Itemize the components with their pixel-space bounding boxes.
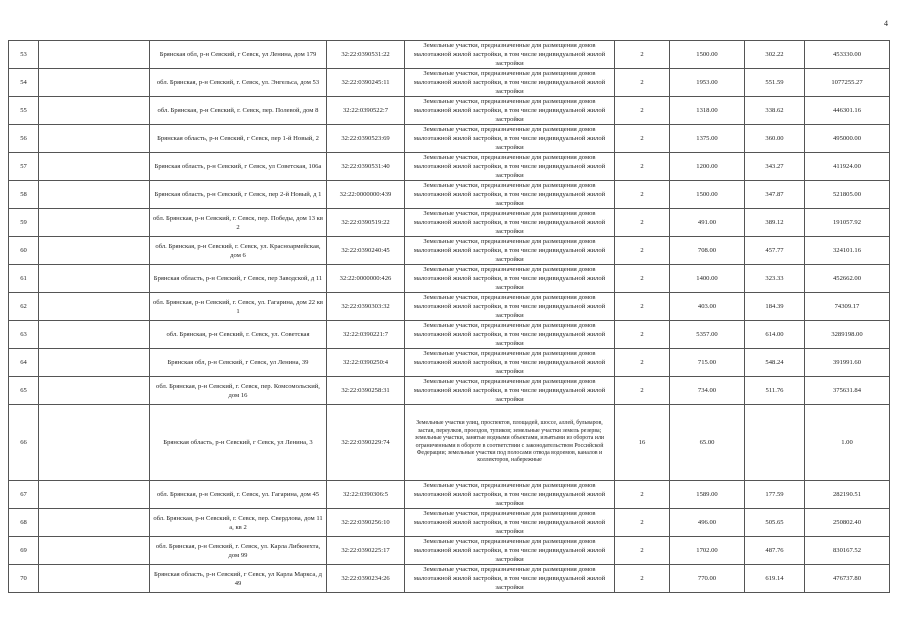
specific-value-cell: 343.27: [745, 153, 805, 181]
row-number-cell: 68: [9, 509, 39, 537]
table-row: [9, 349, 890, 377]
row-number-cell: 55: [9, 97, 39, 125]
row-number-cell: 70: [9, 565, 39, 593]
cadastral-value-cell: 495000.00: [805, 125, 890, 153]
cadastral-value-cell: 375631.84: [805, 377, 890, 405]
table-row: [9, 565, 890, 593]
address-cell: Брянская область, р-н Севский, г Севск, пер 2-й Новый, д 1: [150, 181, 327, 209]
table-body: [9, 41, 890, 593]
specific-value-cell: 487.76: [745, 537, 805, 565]
permitted-use-cell: Земельные участки, предназначенные для размещения домов малоэтажной жилой застройки, в том числе индивидуальной жилой застройки: [405, 265, 615, 293]
use-group-cell: 2: [615, 153, 670, 181]
empty-cell: [39, 349, 150, 377]
cadastral-number-cell: 32:22:0390523:69: [327, 125, 405, 153]
address-cell: Брянская область, р-н Севский, г Севск, ул Советская, 106а: [150, 153, 327, 181]
cadastral-value-cell: 3289198.00: [805, 321, 890, 349]
specific-value-cell: 511.76: [745, 377, 805, 405]
cadastral-value-cell: 1.00: [805, 405, 890, 481]
specific-value-cell: 360.00: [745, 125, 805, 153]
row-number-cell: 53: [9, 41, 39, 69]
permitted-use-cell: Земельные участки, предназначенные для размещения домов малоэтажной жилой застройки, в том числе индивидуальной жилой застройки: [405, 377, 615, 405]
permitted-use-cell: Земельные участки, предназначенные для размещения домов малоэтажной жилой застройки, в том числе индивидуальной жилой застройки: [405, 41, 615, 69]
table-row: [9, 153, 890, 181]
cadastral-value-cell: 476737.80: [805, 565, 890, 593]
cadastral-number-cell: 32:22:0390240:45: [327, 237, 405, 265]
cadastral-value-cell: 324101.16: [805, 237, 890, 265]
area-cell: 734.00: [670, 377, 745, 405]
area-cell: 1702.00: [670, 537, 745, 565]
use-group-cell: 2: [615, 481, 670, 509]
use-group-cell: 2: [615, 377, 670, 405]
specific-value-cell: 619.14: [745, 565, 805, 593]
use-group-cell: 2: [615, 97, 670, 125]
row-number-cell: 62: [9, 293, 39, 321]
address-cell: обл. Брянская, р-н Севский, г. Севск, ул. Красноармейская, дом 6: [150, 237, 327, 265]
use-group-cell: 2: [615, 181, 670, 209]
table-row: [9, 125, 890, 153]
cadastral-value-cell: 391991.60: [805, 349, 890, 377]
address-cell: обл. Брянская, р-н Севский, г. Севск, пер. Комсомольский, дом 16: [150, 377, 327, 405]
table-row: [9, 181, 890, 209]
permitted-use-cell: Земельные участки, предназначенные для размещения домов малоэтажной жилой застройки, в том числе индивидуальной жилой застройки: [405, 237, 615, 265]
empty-cell: [39, 209, 150, 237]
cadastral-number-cell: 32:22:0390245:11: [327, 69, 405, 97]
row-number-cell: 67: [9, 481, 39, 509]
address-cell: обл. Брянская, р-н Севский, г. Севск, ул. Гагарина, дом 22 кв 1: [150, 293, 327, 321]
empty-cell: [39, 41, 150, 69]
table-row: [9, 509, 890, 537]
cadastral-value-cell: 282190.51: [805, 481, 890, 509]
empty-cell: [39, 377, 150, 405]
area-cell: 1375.00: [670, 125, 745, 153]
specific-value-cell: 551.59: [745, 69, 805, 97]
cadastral-value-cell: 453330.00: [805, 41, 890, 69]
empty-cell: [39, 481, 150, 509]
empty-cell: [39, 265, 150, 293]
row-number-cell: 64: [9, 349, 39, 377]
empty-cell: [39, 405, 150, 481]
table-row: [9, 321, 890, 349]
address-cell: обл. Брянская, р-н Севский, г. Севск, ул. Гагарина, дом 45: [150, 481, 327, 509]
row-number-cell: 66: [9, 405, 39, 481]
cadastral-value-cell: 191057.92: [805, 209, 890, 237]
row-number-cell: 56: [9, 125, 39, 153]
area-cell: 1500.00: [670, 41, 745, 69]
area-cell: 491.00: [670, 209, 745, 237]
use-group-cell: 2: [615, 125, 670, 153]
empty-cell: [39, 537, 150, 565]
area-cell: 1318.00: [670, 97, 745, 125]
table-row: [9, 537, 890, 565]
area-cell: 5357.00: [670, 321, 745, 349]
table-row: [9, 209, 890, 237]
cadastral-number-cell: 32:22:0390531:40: [327, 153, 405, 181]
table-row: [9, 69, 890, 97]
address-cell: Брянская область, р-н Севский, г Севск, пер Заводской, д 11: [150, 265, 327, 293]
area-cell: 708.00: [670, 237, 745, 265]
use-group-cell: 2: [615, 537, 670, 565]
table-row: [9, 237, 890, 265]
cadastral-number-cell: 32:22:0390250:4: [327, 349, 405, 377]
cadastral-number-cell: 32:22:0390225:17: [327, 537, 405, 565]
permitted-use-cell: Земельные участки, предназначенные для размещения домов малоэтажной жилой застройки, в том числе индивидуальной жилой застройки: [405, 69, 615, 97]
cadastral-value-cell: 830167.52: [805, 537, 890, 565]
empty-cell: [39, 565, 150, 593]
row-number-cell: 59: [9, 209, 39, 237]
specific-value-cell: 323.33: [745, 265, 805, 293]
area-cell: 770.00: [670, 565, 745, 593]
row-number-cell: 60: [9, 237, 39, 265]
specific-value-cell: 177.59: [745, 481, 805, 509]
table-row: [9, 41, 890, 69]
permitted-use-cell: Земельные участки, предназначенные для размещения домов малоэтажной жилой застройки, в том числе индивидуальной жилой застройки: [405, 97, 615, 125]
land-plot-table: [8, 40, 890, 593]
permitted-use-cell: Земельные участки, предназначенные для размещения домов малоэтажной жилой застройки, в том числе индивидуальной жилой застройки: [405, 181, 615, 209]
permitted-use-cell: Земельные участки, предназначенные для размещения домов малоэтажной жилой застройки, в том числе индивидуальной жилой застройки: [405, 153, 615, 181]
use-group-cell: 2: [615, 321, 670, 349]
row-number-cell: 61: [9, 265, 39, 293]
row-number-cell: 69: [9, 537, 39, 565]
cadastral-number-cell: 32:22:0390229:74: [327, 405, 405, 481]
cadastral-number-cell: 32:22:0390519:22: [327, 209, 405, 237]
row-number-cell: 54: [9, 69, 39, 97]
empty-cell: [39, 293, 150, 321]
specific-value-cell: 457.77: [745, 237, 805, 265]
address-cell: Брянская область, р-н Севский, г Севск, ул Карла Маркса, д 49: [150, 565, 327, 593]
cadastral-value-cell: 74309.17: [805, 293, 890, 321]
specific-value-cell: [745, 405, 805, 481]
cadastral-value-cell: 521805.00: [805, 181, 890, 209]
use-group-cell: 2: [615, 565, 670, 593]
table-row: [9, 405, 890, 481]
cadastral-number-cell: 32:22:0390258:31: [327, 377, 405, 405]
cadastral-number-cell: 32:22:0390306:5: [327, 481, 405, 509]
address-cell: Брянская обл, р-н Севский, г Севск, ул Ленина, 39: [150, 349, 327, 377]
specific-value-cell: 347.87: [745, 181, 805, 209]
table-row: [9, 265, 890, 293]
area-cell: 65.00: [670, 405, 745, 481]
permitted-use-cell: Земельные участки, предназначенные для размещения домов малоэтажной жилой застройки, в том числе индивидуальной жилой застройки: [405, 509, 615, 537]
cadastral-number-cell: 32:22:0390531:22: [327, 41, 405, 69]
row-number-cell: 58: [9, 181, 39, 209]
area-cell: 1200.00: [670, 153, 745, 181]
use-group-cell: 2: [615, 209, 670, 237]
cadastral-value-cell: 411924.00: [805, 153, 890, 181]
specific-value-cell: 338.62: [745, 97, 805, 125]
specific-value-cell: 302.22: [745, 41, 805, 69]
permitted-use-cell: Земельные участки, предназначенные для размещения домов малоэтажной жилой застройки, в том числе индивидуальной жилой застройки: [405, 321, 615, 349]
use-group-cell: 2: [615, 41, 670, 69]
specific-value-cell: 184.39: [745, 293, 805, 321]
permitted-use-cell: Земельные участки, предназначенные для размещения домов малоэтажной жилой застройки, в том числе индивидуальной жилой застройки: [405, 209, 615, 237]
empty-cell: [39, 125, 150, 153]
permitted-use-cell: Земельные участки, предназначенные для размещения домов малоэтажной жилой застройки, в том числе индивидуальной жилой застройки: [405, 537, 615, 565]
row-number-cell: 65: [9, 377, 39, 405]
address-cell: обл. Брянская, р-н Севский, г. Севск, пер. Победы, дом 13 кв 2: [150, 209, 327, 237]
permitted-use-cell: Земельные участки, предназначенные для размещения домов малоэтажной жилой застройки, в том числе индивидуальной жилой застройки: [405, 565, 615, 593]
empty-cell: [39, 321, 150, 349]
permitted-use-cell: Земельные участки, предназначенные для размещения домов малоэтажной жилой застройки, в том числе индивидуальной жилой застройки: [405, 349, 615, 377]
empty-cell: [39, 153, 150, 181]
cadastral-value-cell: 452662.00: [805, 265, 890, 293]
area-cell: 1500.00: [670, 181, 745, 209]
use-group-cell: 2: [615, 293, 670, 321]
empty-cell: [39, 509, 150, 537]
permitted-use-cell: Земельные участки улиц, проспектов, площадей, шоссе, аллей, бульваров, застав, переулков, проездов, тупиков; земельные участки земель резерва; земельные участки, занятые водными объектами, изъятыми из оборота или ограниченными в обороте в соответствии с законодательством Российской Федерации; земельные участки под полосами отвода водоемов, каналов и коллекторов, набережные: [405, 405, 615, 481]
cadastral-number-cell: 32:22:0000000:439: [327, 181, 405, 209]
cadastral-number-cell: 32:22:0390221:7: [327, 321, 405, 349]
cadastral-value-cell: 1077255.27: [805, 69, 890, 97]
table-row: [9, 293, 890, 321]
specific-value-cell: 505.65: [745, 509, 805, 537]
address-cell: Брянская обл, р-н Севский, г Севск, ул Ленина, дом 179: [150, 41, 327, 69]
permitted-use-cell: Земельные участки, предназначенные для размещения домов малоэтажной жилой застройки, в том числе индивидуальной жилой застройки: [405, 125, 615, 153]
area-cell: 1400.00: [670, 265, 745, 293]
empty-cell: [39, 97, 150, 125]
use-group-cell: 2: [615, 265, 670, 293]
permitted-use-cell: Земельные участки, предназначенные для размещения домов малоэтажной жилой застройки, в том числе индивидуальной жилой застройки: [405, 481, 615, 509]
use-group-cell: 16: [615, 405, 670, 481]
area-cell: 1589.00: [670, 481, 745, 509]
cadastral-number-cell: 32:22:0000000:426: [327, 265, 405, 293]
use-group-cell: 2: [615, 509, 670, 537]
area-cell: 403.00: [670, 293, 745, 321]
use-group-cell: 2: [615, 237, 670, 265]
table-row: [9, 481, 890, 509]
empty-cell: [39, 237, 150, 265]
cadastral-number-cell: 32:22:0390256:10: [327, 509, 405, 537]
cadastral-value-cell: 250802.40: [805, 509, 890, 537]
empty-cell: [39, 69, 150, 97]
empty-cell: [39, 181, 150, 209]
cadastral-number-cell: 32:22:0390303:32: [327, 293, 405, 321]
address-cell: Брянская область, р-н Севский, г Севск, пер 1-й Новый, 2: [150, 125, 327, 153]
use-group-cell: 2: [615, 349, 670, 377]
specific-value-cell: 389.12: [745, 209, 805, 237]
cadastral-number-cell: 32:22:0390234:26: [327, 565, 405, 593]
address-cell: Брянская область, р-н Севский, г Севск, ул Ленина, 3: [150, 405, 327, 481]
address-cell: обл. Брянская, р-н Севский, г. Севск, ул. Карла Либкнехта, дом 99: [150, 537, 327, 565]
cadastral-number-cell: 32:22:0390522:7: [327, 97, 405, 125]
address-cell: обл. Брянская, р-н Севский, г. Севск, пер. Полевой, дом 8: [150, 97, 327, 125]
permitted-use-cell: Земельные участки, предназначенные для размещения домов малоэтажной жилой застройки, в том числе индивидуальной жилой застройки: [405, 293, 615, 321]
table-row: [9, 97, 890, 125]
area-cell: 715.00: [670, 349, 745, 377]
specific-value-cell: 614.00: [745, 321, 805, 349]
table-row: [9, 377, 890, 405]
area-cell: 1953.00: [670, 69, 745, 97]
address-cell: обл. Брянская, р-н Севский, г. Севск, пер. Свердлова, дом 11 а, кв 2: [150, 509, 327, 537]
area-cell: 496.00: [670, 509, 745, 537]
specific-value-cell: 548.24: [745, 349, 805, 377]
row-number-cell: 63: [9, 321, 39, 349]
address-cell: обл. Брянская, р-н Севский, г. Севск, ул. Советская: [150, 321, 327, 349]
address-cell: обл. Брянская, р-н Севский, г. Севск, ул. Энгельса, дом 53: [150, 69, 327, 97]
cadastral-value-cell: 446301.16: [805, 97, 890, 125]
page-number: 4: [884, 19, 888, 28]
row-number-cell: 57: [9, 153, 39, 181]
use-group-cell: 2: [615, 69, 670, 97]
